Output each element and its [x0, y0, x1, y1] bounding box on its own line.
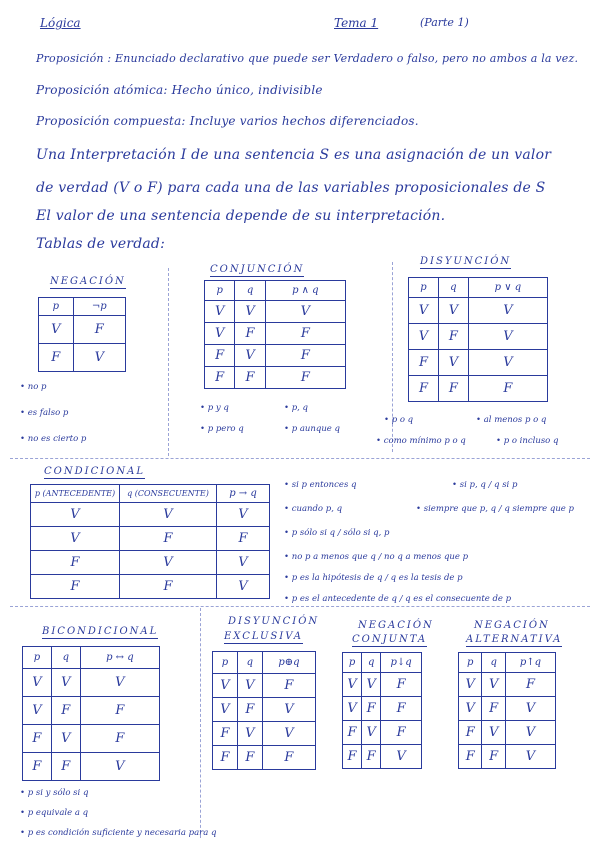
header-cell: p ↔ q [80, 647, 159, 669]
condicional-note: • si p, q / q si p [452, 480, 518, 490]
cell: V [438, 298, 468, 324]
cell: F [80, 725, 159, 753]
header-cell: p (ANTECEDENTE) [31, 485, 120, 503]
cell: F [482, 745, 505, 769]
condicional-note: • p es la hipótesis de q / q es la tesis de p [284, 573, 463, 583]
cell: V [381, 745, 422, 769]
intro-line-6: El valor de una sentencia depende de su interpretación. [36, 208, 446, 224]
cell: F [409, 376, 439, 402]
cell: V [205, 323, 235, 345]
header-cell: p ∨ q [468, 278, 547, 298]
cell: F [343, 721, 362, 745]
cell: V [73, 344, 125, 372]
xor-title-line2: EXCLUSIVA [224, 631, 303, 642]
cell: V [120, 503, 217, 527]
nand-title-line1: NEGACIÓN [474, 620, 550, 631]
cell: V [31, 503, 120, 527]
cell: V [459, 697, 482, 721]
cell: F [381, 721, 422, 745]
nor-title-line2: CONJUNTA [352, 634, 428, 645]
condicional-title: CONDICIONAL [44, 466, 145, 477]
intro-line-3: Proposición compuesta: Incluye varios hechos diferenciados. [36, 114, 419, 128]
cell: V [80, 669, 159, 697]
header-cell: q [237, 652, 262, 674]
subject-title: Lógica [40, 16, 81, 30]
cell: V [362, 721, 381, 745]
conjuncion-note: • p pero q [200, 424, 244, 434]
cell: V [213, 674, 238, 698]
header-cell: p [23, 647, 52, 669]
cell: V [120, 551, 217, 575]
cell: V [237, 674, 262, 698]
divider [200, 608, 201, 838]
cell: F [505, 673, 555, 697]
cell: V [39, 316, 74, 344]
cell: V [409, 298, 439, 324]
condicional-note: • siempre que p, q / q siempre que p [416, 504, 574, 514]
disyuncion-note: • p o incluso q [496, 436, 559, 446]
negacion-note: • no p [20, 382, 47, 392]
header-cell: p↑q [505, 653, 555, 673]
cell: V [237, 722, 262, 746]
cell: V [205, 301, 235, 323]
cell: F [438, 324, 468, 350]
disyuncion-table [408, 277, 548, 402]
cell: F [459, 745, 482, 769]
cell: F [31, 575, 120, 599]
cell: F [262, 674, 315, 698]
header-cell: p⊕q [262, 652, 315, 674]
cell: V [438, 350, 468, 376]
cell: F [39, 344, 74, 372]
cell: V [482, 673, 505, 697]
disyuncion-note: • al menos p o q [476, 415, 547, 425]
intro-line-5: de verdad (V o F) para cada una de las variables proposicionales de S [36, 180, 546, 196]
nand-table [458, 652, 556, 769]
intro-line-4: Una Interpretación I de una sentencia S es una asignación de un valor [36, 147, 552, 163]
intro-line-7: Tablas de verdad: [36, 236, 165, 252]
header-cell: p [205, 281, 235, 301]
condicional-note: • p es el antecedente de q / q es el consecuente de p [284, 594, 512, 604]
cell: V [51, 669, 80, 697]
cell: V [51, 725, 80, 753]
header-cell: p [39, 298, 74, 316]
header-cell: p [409, 278, 439, 298]
cell: V [362, 673, 381, 697]
cell: V [459, 673, 482, 697]
cell: V [217, 551, 270, 575]
cell: F [73, 316, 125, 344]
cell: F [381, 697, 422, 721]
cell: V [505, 745, 555, 769]
cell: V [262, 698, 315, 722]
header-cell: p → q [217, 485, 270, 503]
cell: V [505, 721, 555, 745]
cell: V [468, 350, 547, 376]
cell: V [80, 753, 159, 781]
nor-title-line1: NEGACIÓN [358, 620, 434, 631]
cell: V [23, 669, 52, 697]
conjuncion-table [204, 280, 346, 389]
cell: V [409, 324, 439, 350]
topic-title: Tema 1 [334, 16, 379, 30]
cell: V [235, 301, 265, 323]
cell: F [262, 746, 315, 770]
conjuncion-note: • p aunque q [284, 424, 340, 434]
cell: V [262, 722, 315, 746]
cell: F [438, 376, 468, 402]
cell: F [265, 367, 345, 389]
condicional-note: • cuando p, q [284, 504, 343, 514]
cell: F [205, 367, 235, 389]
bicondicional-note: • p es condición suficiente y necesaria para q [20, 828, 217, 838]
header-cell: ¬p [73, 298, 125, 316]
bicondicional-title: BICONDICIONAL [42, 626, 159, 637]
header-cell: p [459, 653, 482, 673]
intro-line-1: Proposición : Enunciado declarativo que puede ser Verdadero o falso, pero no ambos a la vez. [36, 52, 579, 65]
cell: F [409, 350, 439, 376]
xor-table [212, 651, 316, 770]
cell: F [213, 722, 238, 746]
negacion-note: • es falso p [20, 408, 69, 418]
cell: V [217, 503, 270, 527]
cell: V [482, 721, 505, 745]
cell: F [51, 697, 80, 725]
divider [10, 606, 590, 607]
cell: F [362, 697, 381, 721]
intro-line-2: Proposición atómica: Hecho único, indivisible [36, 83, 323, 97]
conjuncion-note: • p, q [284, 403, 309, 413]
cell: F [31, 551, 120, 575]
part-label: (Parte 1) [420, 16, 469, 29]
bicondicional-note: • p equivale a q [20, 808, 89, 818]
conjuncion-title: CONJUNCIÓN [210, 264, 305, 275]
header-cell: p [343, 653, 362, 673]
condicional-note: • no p a menos que q / no q a menos que p [284, 552, 469, 562]
cell: F [381, 673, 422, 697]
cell: F [468, 376, 547, 402]
cell: F [80, 697, 159, 725]
header-cell: q [482, 653, 505, 673]
header-cell: q (CONSECUENTE) [120, 485, 217, 503]
bicondicional-table [22, 646, 160, 781]
nor-table [342, 652, 422, 769]
cell: F [217, 527, 270, 551]
cell: F [459, 721, 482, 745]
cell: V [468, 298, 547, 324]
negacion-table [38, 297, 126, 372]
cell: F [237, 746, 262, 770]
cell: V [265, 301, 345, 323]
cell: F [213, 746, 238, 770]
cell: V [468, 324, 547, 350]
cell: F [120, 575, 217, 599]
cell: F [265, 323, 345, 345]
cell: V [343, 673, 362, 697]
cell: F [237, 698, 262, 722]
cell: F [235, 367, 265, 389]
divider [10, 458, 590, 459]
cell: V [343, 697, 362, 721]
condicional-note: • p sólo si q / sólo si q, p [284, 528, 390, 538]
cell: V [23, 697, 52, 725]
cell: V [213, 698, 238, 722]
cell: F [362, 745, 381, 769]
header-cell: q [235, 281, 265, 301]
cell: F [265, 345, 345, 367]
cell: V [31, 527, 120, 551]
conjuncion-note: • p y q [200, 403, 229, 413]
header-cell: p [213, 652, 238, 674]
cell: F [343, 745, 362, 769]
condicional-table [30, 484, 270, 599]
cell: F [482, 697, 505, 721]
negacion-note: • no es cierto p [20, 434, 87, 444]
bicondicional-note: • p si y sólo si q [20, 788, 89, 798]
cell: V [235, 345, 265, 367]
cell: F [120, 527, 217, 551]
xor-title-line1: DISYUNCIÓN [228, 616, 320, 627]
negacion-title: NEGACIÓN [50, 276, 126, 287]
condicional-note: • si p entonces q [284, 480, 357, 490]
cell: V [217, 575, 270, 599]
cell: F [235, 323, 265, 345]
disyuncion-note: • como mínimo p o q [376, 436, 466, 446]
header-cell: q [51, 647, 80, 669]
header-cell: p ∧ q [265, 281, 345, 301]
divider [168, 268, 169, 456]
cell: F [205, 345, 235, 367]
disyuncion-note: • p o q [384, 415, 414, 425]
cell: F [51, 753, 80, 781]
cell: F [23, 753, 52, 781]
header-cell: p↓q [381, 653, 422, 673]
nand-title-line2: ALTERNATIVA [466, 634, 563, 645]
header-cell: q [438, 278, 468, 298]
header-cell: q [362, 653, 381, 673]
cell: V [505, 697, 555, 721]
disyuncion-title: DISYUNCIÓN [420, 256, 512, 267]
cell: F [23, 725, 52, 753]
